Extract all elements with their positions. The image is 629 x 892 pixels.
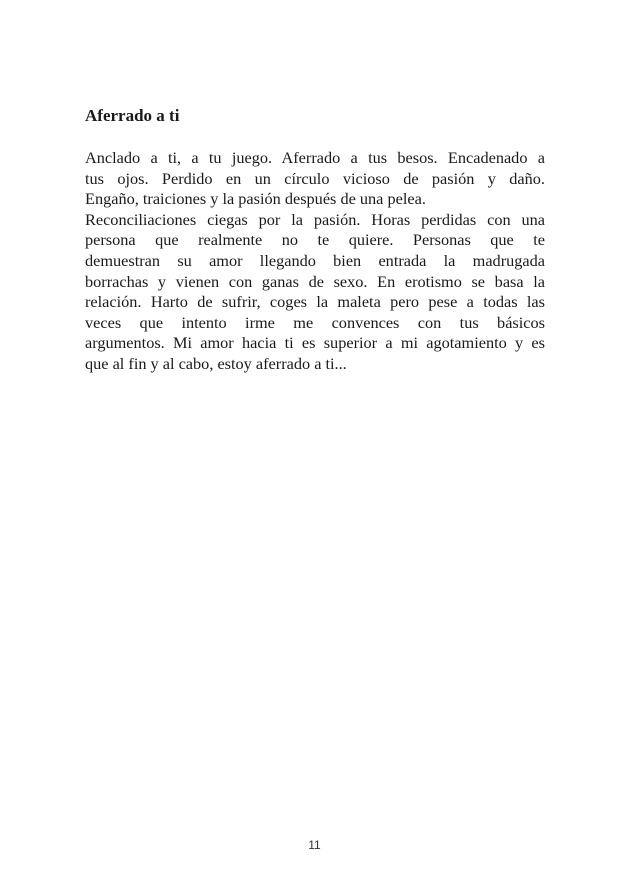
body-paragraph (85, 148, 545, 375)
paragraph-line: tus ojos. Perdido en un círculo vicioso de pasión y daño. (85, 168, 545, 188)
page-title: Aferrado a ti (85, 106, 180, 125)
paragraph-line: Reconciliaciones ciegas por la pasión. Horas perdidas con una (85, 209, 545, 229)
paragraph-line: Engaño, traiciones y la pasión después de una pelea. (85, 189, 426, 209)
paragraph-line: relación. Harto de sufrir, coges la maleta pero pese a todas las (85, 292, 545, 312)
paragraph-line: persona que realmente no te quiere. Personas que te (85, 230, 545, 250)
paragraph-line: argumentos. Mi amor hacia ti es superior a mi agotamiento y es (85, 333, 545, 353)
paragraph-line: demuestran su amor llegando bien entrada la madrugada (85, 250, 545, 270)
paragraph-line: que al fin y al cabo, estoy aferrado a ti... (85, 353, 347, 373)
page-number: 11 (308, 838, 321, 852)
paragraph-line: borrachas y vienen con ganas de sexo. En erotismo se basa la (85, 271, 545, 291)
paragraph-line: Anclado a ti, a tu juego. Aferrado a tus besos. Encadenado a (85, 148, 545, 167)
paragraph-line: veces que intento irme me convences con tus básicos (85, 312, 545, 332)
